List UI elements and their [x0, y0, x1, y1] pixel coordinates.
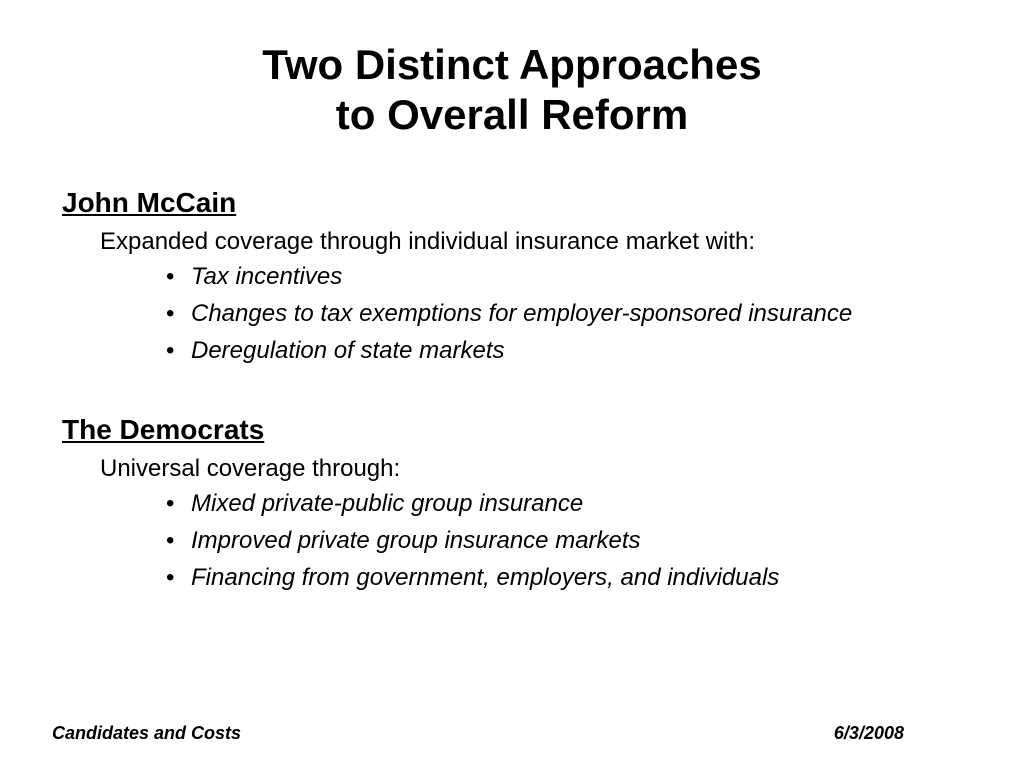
bullet-item	[166, 336, 881, 366]
bullet-text: Changes to tax exemptions for employer-sponsored insurance	[191, 300, 853, 327]
bullet-icon: •	[166, 300, 175, 327]
title-line-1: Two Distinct Approaches	[262, 41, 762, 88]
bullet-icon: •	[166, 337, 175, 364]
section-heading: The Democrats	[62, 414, 265, 445]
bullet-icon: •	[166, 527, 175, 554]
section-intro: Expanded coverage through individual insurance market with:	[100, 228, 756, 255]
section-intro: Universal coverage through:	[100, 455, 401, 482]
slide-title	[0, 40, 1024, 140]
bullet-item	[166, 299, 881, 329]
bullet-text: Tax incentives	[191, 263, 343, 290]
section-mccain	[62, 182, 962, 366]
bullet-text: Deregulation of state markets	[191, 337, 505, 364]
bullet-text: Improved private group insurance markets	[191, 527, 641, 554]
bullet-item	[166, 563, 881, 593]
bullet-list	[62, 489, 962, 593]
bullet-item	[166, 526, 881, 556]
section-democrats	[62, 409, 962, 593]
bullet-list	[62, 262, 962, 366]
title-line-2: to Overall Reform	[335, 91, 689, 138]
footer-date: 6/3/2008	[833, 723, 904, 743]
section-heading: John McCain	[62, 187, 237, 218]
bullet-text: Financing from government, employers, and individuals	[191, 564, 780, 591]
bullet-item	[166, 489, 881, 519]
slide-content	[62, 182, 962, 600]
section-spacer	[62, 373, 962, 409]
bullet-item	[166, 262, 881, 292]
bullet-icon: •	[166, 490, 175, 517]
footer-title: Candidates and Costs	[52, 723, 242, 743]
bullet-icon: •	[166, 263, 175, 290]
bullet-icon: •	[166, 564, 175, 591]
bullet-text: Mixed private-public group insurance	[191, 490, 584, 517]
